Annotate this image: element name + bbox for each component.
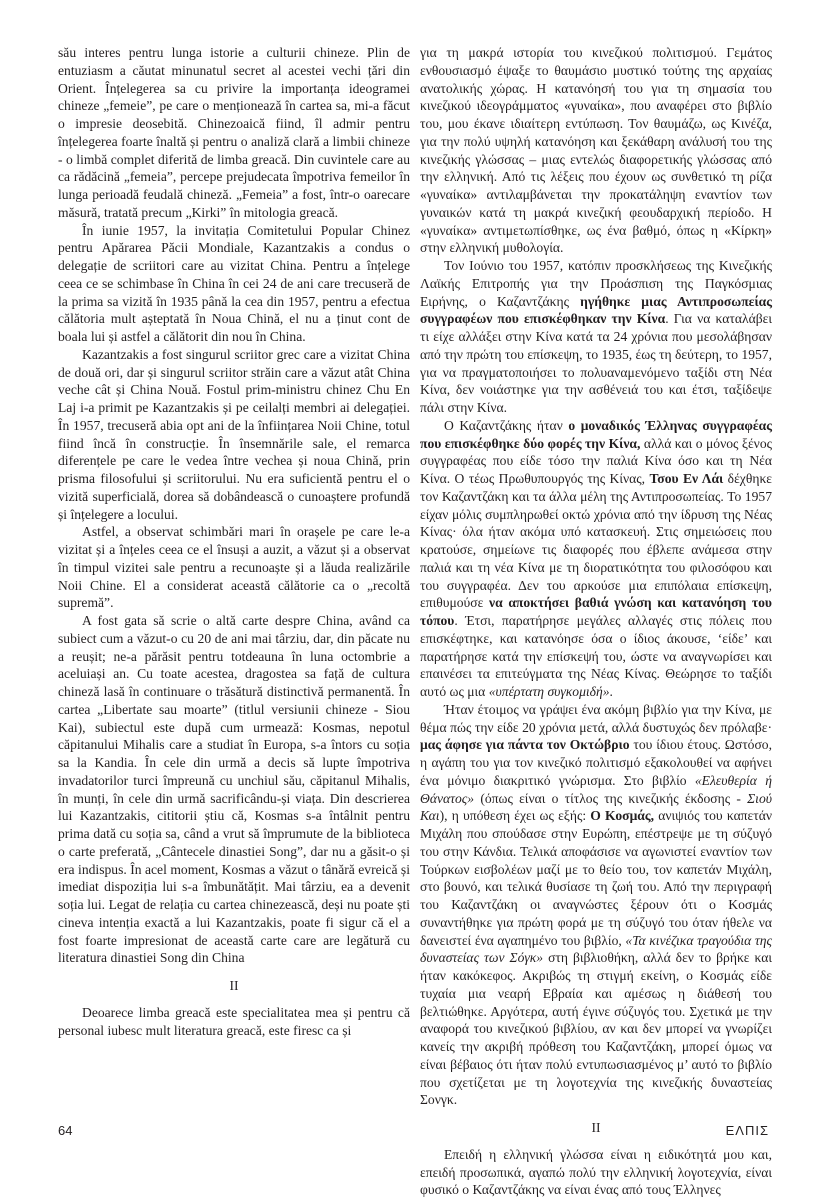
paragraph: Ο Καζαντζάκης ήταν ο μοναδικός Έλληνας συγγραφέας που επισκέφθηκε δύο φορές την Κίνα, αλλά και ο μόνος ξένος συγγραφέας που είδε τόσο την παλιά Κίνα όσο και τη Νέα Κίνα. Ο τέως Πρωθυπουργός της Κίνας, Τσου Εν Λάι δέχθηκε τον Καζαντζάκη και τα άλλα μέλη της Αντιπροσωπείας. Το 1957 είχαν μόλις συμπληρωθεί οκτώ χρόνια από την ίδρυση της Νέας Κίνας· όλα ήταν ακόμα υπό κατασκευή. Στις σημειώσεις που κρατούσε, σημείωνε τις διαφορές που έβλεπε ανάμεσα στην παλιά και τη νέα Κίνα με τη διορατικότητα του φιλοσόφου και του συγγραφέα. Δεν του αρκούσε μια επιπόλαια επίσκεψη, επιθυμούσε να αποκτήσει βαθιά γνώση και κατανόηση του τόπου. Έτσι, παρατήρησε μεγάλες αλλαγές στις πόλεις που επισκέφτηκε, και κατανόησε όσα ο ίδιος άκουσε, ‘είδε’ και παρατήρησε κατά την επίσκεψή του, ώστε να αναγνωρίσει και επαινέσει τα επιτεύγματα της Νέας Κίνας. Θεώρησε το ταξίδι αυτό ως μια «υπέρτατη συγκομιδή».: [420, 417, 773, 699]
paragraph: Deoarece limba greacă este specialitatea mea și pentru că personal iubesc mult literatura greacă, este firesc ca și: [58, 1004, 410, 1038]
left-column: [58, 44, 410, 1039]
paragraph: Ήταν έτοιμος να γράψει ένα ακόμη βιβλίο για την Κίνα, με θέμα πώς την είδε 20 χρόνια μετά, αλλά δυστυχώς δεν πρόλαβε· μας άφησε για πάντα τον Οκτώβριο του ίδιου έτους. Ωστόσο, η αγάπη του για τον κινεζικό πολιτισμό εξακολουθεί να αφήνει ένα μόνιμο διακριτικό γνώρισμα. Στο βιβλίο «Ελευθερία ή Θάνατος» (όπως είναι ο τίτλος της κινεζικής έκδοσης - Σιού Και), η υπόθεση έχει ως εξής: Ο Κοσμάς, ανιψιός του καπετάν Μιχάλη που σπούδασε στην Ευρώπη, επέστρεψε με τη σύζυγό του στην Κάνδια. Τελικά αποφάσισε να αγωνιστεί εναντίον των Τούρκων εισβολέων μαζί με το θείο του, τον καπετάν Μιχάλη, στο βουνό, και τελικά θυσίασε τη ζωή του. Από την περιγραφή του Καζαντζάκη οι αναγνώστες ξέρουν ότι ο Κοσμάς συναντήθηκε για πρώτη φορά με τη σύζυγό του όταν ήθελε να δανειστεί ένα αγαπημένο του βιβλίο, «Τα κινέζικα τραγούδια της δυναστείας των Σόγκ» στη βιβλιοθήκη, αλλά δεν το βρήκε και ήταν κακόκεφος. Ακριβώς τη στιγμή εκείνη, ο Κοσμάς είδε τυχαία μια νεαρή Εβραία και αμέσως η διάθεσή του βελτιώθηκε. Αργότερα, αυτή έγινε σύζυγός του. Σχετικά με την αναφορά του κινεζικού βιβλίου, αν και δεν μπορεί να γνωρίζει κανείς την ακριβή πρόθεση του Καζαντζάκη, μπορεί όμως να είναι βέβαιος ότι ήταν πολύ εντυπωσιασμένος μ’ αυτό το βιβλίο που σχετίζεται με τη λογοτεχνία της κινεζικής δυναστείας Σονγκ.: [420, 701, 772, 1108]
paragraph: A fost gata să scrie o altă carte despre China, având ca subiect cum a văzut-o cu 20 de ani mai târziu, dar, din păcate nu a reușit; ne-a părăsit pentru totdeauna în luna octombrie a aceluiași an. Cu toate acestea, dragostea sa față de cultura chineză lasă în continuare o trăsătură distinctivă permanentă. În cartea „Libertate sau moarte” (titlul versiunii chineze - Siou Kai), subiectul este după cum urmează: Kosmas, nepotul căpitanului Mihalis care a studiat în Europa, s-a întors cu soția sa la Kandia. În cele din urmă a decis să lupte împotriva invadatorilor turci împreună cu unchiul său, căpitanul Mihalis, în munți, în cele din urmă sacrificându-și viața. Din descrierea lui Kazantzakis, cititorii știu că, Kosmas s-a întâlnit pentru prima dată cu soția sa, când a vrut să împrumute de la biblioteca o carte preferată, „Cântecele dinastiei Song”, dar nu a găsit-o și era indispus. În acel moment, Kosmas a văzut o tânără evreică și imediat dispoziția lui s-a îmbunătățit. Mai târziu, ea a devenit soția lui. Legat de relația cu cartea chinezească, deși nu poate ști cineva intenția exactă a lui Kazantzakis, poate fi sigur că el a fost foarte impresionat de această carte care are legătură cu literatura dinastiei Song din China: [58, 613, 410, 966]
section-heading: II: [591, 1120, 601, 1135]
paragraph: για τη μακρά ιστορία του κινεζικού πολιτισμού. Γεμάτος ενθουσιασμό έψαξε το θαυμάσιο μυστικό τούτης της αρχαίας ανατολικής χώρας. Η κατανόησή του για τη σημασία του κινεζικού ιδεογράμματος «γυναίκα», που αναφέρει στο βιβλίο του, μου έκανε ιδιαίτερη εντύπωση. Τον θαυμάζω, ως Κινέζα, για την πολύ υψηλή κατανόηση και ξεκάθαρη ανάλυσή του της κινεζικής γλώσσας – μιας εντελώς διαφορετικής γλώσσας από την ελληνική. Από τις λέξεις που έχουν ως συνθετικό τη ρίζα «γυναίκα» αντιλαμβάνεται την προκατάληψη εναντίον των γυναικών κατά τη μακρά κινεζική φεουδαρχική περίοδο. Η «γυναίκα» αντιμετωπίσθηκε, ως ένα βαθμό, όπως η «Κίρκη» στην ελληνική μυθολογία.: [420, 45, 772, 256]
paragraph: În iunie 1957, la invitația Comitetului Popular Chinez pentru Apărarea Păcii Mondiale, Kazantzakis a condus o delegație de scriitori care au vizitat China. Pentru a înțelege ceea ce se schimbase în China în cei 24 de ani care trecuseră de la prima sa vizită în 1935 până la cea din 1957, pentru a efectua călătoria mult așteptată în Noua Chină, el nu a ținut cont de boala lui și astfel a călătorit din nou în China.: [58, 222, 410, 344]
section-heading: II: [229, 978, 239, 993]
page-footer: [58, 1123, 769, 1143]
paragraph: Kazantzakis a fost singurul scriitor grec care a vizitat China de două ori, dar și singurul scriitor străin care a văzut atât China veche cât și China Nouă. Fostul prim-ministru chinez Chu En Laj i-a primit pe Kazantzakis și pe ceilalți membri ai delegației. În 1957, trecuseră abia opt ani de la înființarea Noii Chine, totul fiind încă în construcție. În însemnările sale, el remarca diferențele pe care le vedea între vechea și noua Chină, prin prisma filosofului și scriitorului. Nu era suficientă pentru el o vizită superficială, dorea să dobândească o cunoaștere profundă și înțelegere a locului.: [58, 346, 410, 522]
paragraph: Astfel, a observat schimbări mari în orașele pe care le-a vizitat și a înțeles ceea ce el însuși a auzit, a văzut și a observat în timpul vizitei sale pentru a recunoaște și a lăuda realizările Noii Chine. El a considerat această călătorie ca o „recoltă supremă”.: [58, 524, 410, 611]
right-column: [420, 44, 772, 1199]
page-number: 64: [58, 1123, 73, 1138]
paragraph: său interes pentru lunga istorie a culturii chineze. Plin de entuziasm a căutat minunatul secret al acestei vechi țări din Orient. Înțelegerea sa cu privire la importanța ideogramei chineze „femeie”, pe care o menționează în cartea sa, mi-a făcut o impresie deosebită. Chinezoaică fiind, îl admir pentru înțelegerea foarte înaltă și pentru o analiză clară a limbii chineze - o limbă complet diferită de limba greacă. Din cuvintele care au ca rădăcină „femeia”, percepe prejudecata împotriva femeilor în lunga perioadă feudală chineză. „Femeia” a fost, într-o oarecare măsură, tratată precum „Kirki” în mitologia greacă.: [58, 45, 410, 220]
running-title: ΕΛΠΙΣ: [725, 1123, 769, 1138]
paragraph: Επειδή η ελληνική γλώσσα είναι η ειδικότητά μου και, επειδή προσωπικά, αγαπώ πολύ την ελληνική λογοτεχνία, είναι φυσικό ο Καζαντζάκης να είναι ένας από τους Έλληνες: [420, 1146, 772, 1198]
paragraph: Τον Ιούνιο του 1957, κατόπιν προσκλήσεως της Κινεζικής Λαϊκής Επιτροπής για την Προάσπιση της Παγκόσμιας Ειρήνης, ο Καζαντζάκης ηγήθηκε μιας Αντιπροσωπείας συγγραφέων που επισκέφθηκαν την Κίνα. Για να καταλάβει τι είχε αλλάξει στην Κίνα κατά τα 24 χρόνια που μεσολάβησαν από την πρώτη του επίσκεψη, το 1935, έως τη δεύτερη, το 1957, για να πραγματοποιήσει το πολυαναμενόμενο ταξίδι στη Νέα Κίνα, δεν νοιάστηκε για την ασθένειά του και έτσι, ταξίδεψε πάλι στην Κίνα.: [420, 258, 772, 415]
